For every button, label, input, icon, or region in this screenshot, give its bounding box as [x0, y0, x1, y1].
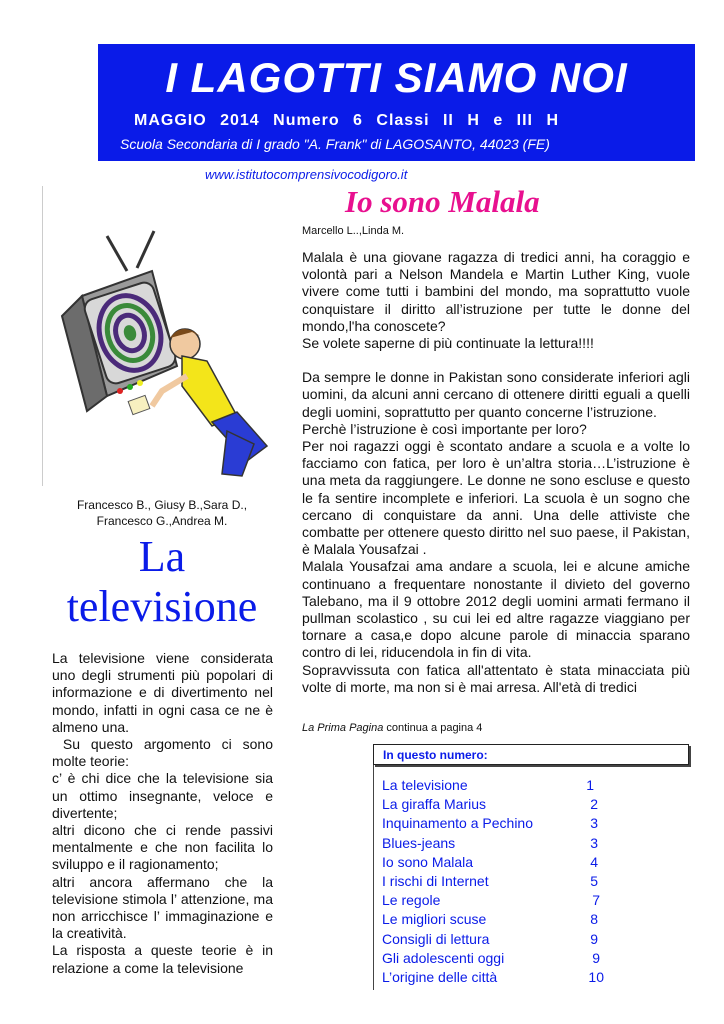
toc-item-title: Gli adolescenti oggi — [382, 949, 505, 966]
toc-item-page: 1 — [586, 777, 594, 793]
toc-item[interactable] — [382, 796, 612, 815]
malala-article-body — [302, 249, 690, 696]
paragraph: Per noi ragazzi oggi è scontato andare a scuola e a volte lo facciamo con fatica, per loro è un’altra storia…L’istruzione è una meta da raggiungere. Le donne ne sono escluse e questo le fa sentire incomplete e inferiori. La scuola è un sogno che cercano di conquistare da anni. Una delle attiviste che combatte per ottenere questo diritto nel suo paese, il Pakistan, è Malala Yousafzai . — [302, 438, 690, 558]
toc-item[interactable] — [382, 950, 612, 969]
paragraph: La televisione viene considerata uno degli strumenti più popolari di informazione e di divertimento nel mondo, infatti in ogni casa ce ne è almeno una. — [52, 650, 273, 735]
toc-heading-box — [373, 744, 689, 765]
toc-item[interactable] — [382, 892, 612, 911]
masthead — [98, 44, 695, 161]
paragraph: altri ancora affermano che la televisione stimola l’ attenzione, ma non arricchisce l’ immaginazione e la creatività. — [52, 873, 273, 942]
child-watching-tv-drawing-icon — [42, 186, 292, 486]
toc-item-page: 3 — [590, 815, 598, 832]
paragraph: c’ è chi dice che la televisione sia un ottimo insegnante, veloce e divertente; — [52, 770, 273, 821]
malala-article-title: Io sono Malala — [345, 184, 540, 219]
toc-border — [373, 765, 374, 990]
toc-item-title: Le migliori scuse — [382, 911, 487, 928]
toc-item[interactable] — [382, 777, 612, 796]
toc-item-page: 10 — [588, 968, 604, 985]
toc-item-page: 3 — [590, 834, 598, 851]
toc-item-title: L’origine delle città — [382, 968, 498, 985]
credits-line: Francesco G.,Andrea M. — [96, 514, 228, 528]
paragraph: Perchè l’istruzione è così importante per loro? — [302, 420, 587, 437]
title-line: La — [138, 532, 186, 581]
toc-item[interactable] — [382, 911, 612, 930]
website-link[interactable]: www.istitutocomprensivocodigoro.it — [205, 167, 408, 182]
toc-item-page: 9 — [592, 949, 600, 966]
toc-item-title: Consigli di lettura — [382, 930, 490, 947]
toc-item[interactable] — [382, 835, 612, 854]
toc-item-title: Le regole — [382, 892, 441, 909]
paragraph: altri dicono che ci rende passivi mentalmente e che non facilita lo sviluppo e il ragionamento; — [52, 822, 273, 873]
toc-item-title: La televisione — [382, 777, 468, 793]
credits-line: Francesco B., Giusy B.,Sara D., — [76, 498, 248, 512]
toc-item-title: Inquinamento a Pechino — [382, 815, 533, 832]
toc-item-title: I rischi di Internet — [382, 872, 489, 889]
toc-heading: In questo numero: — [383, 748, 488, 762]
continue-rest: continua a pagina 4 — [383, 722, 483, 734]
toc-item[interactable] — [382, 854, 612, 873]
toc-item[interactable] — [382, 873, 612, 892]
paragraph: Su questo argomento ci sono molte teorie: — [52, 736, 277, 770]
toc-item-title: Io sono Malala — [382, 853, 474, 870]
toc-item-page: 4 — [590, 853, 598, 870]
toc-item[interactable] — [382, 969, 612, 988]
paragraph: Da sempre le donne in Pakistan sono considerate inferiori agli uomini, da alcuni anni cercano di ottenere diritti eguali a quelli degli uomini, soprattutto per quanto concerne l’istruzione. — [302, 369, 690, 420]
toc-item-page: 8 — [590, 911, 598, 928]
toc-item-page: 7 — [592, 892, 600, 909]
issue-line: MAGGIO 2014 Numero 6 Classi II H e III H — [134, 112, 559, 129]
toc-item[interactable] — [382, 931, 612, 950]
toc-item-page: 2 — [590, 796, 598, 813]
tv-article-credits — [62, 497, 262, 529]
newspaper-title: I LAGOTTI SIAMO NOI — [165, 54, 628, 101]
toc-list — [382, 777, 612, 988]
paragraph: Malala Yousafzai ama andare a scuola, lei e alcune amiche continuano a frequentare nonostante il divieto del governo Talebano, ma il 9 ottobre 2012 degli uomini armati fermano il pullman scolastico , su cui lei ed altre ragazze viaggiano per tornare a casa,e dopo alcune parole di minaccia sparano contro di lei, riducendola in fin di vita. — [302, 558, 690, 661]
tv-article-body — [52, 650, 277, 977]
toc-item[interactable] — [382, 815, 612, 834]
continue-italic: La Prima Pagina — [302, 722, 384, 734]
continue-note — [302, 722, 482, 734]
title-line: televisione — [66, 582, 258, 631]
toc-item-title: Blues-jeans — [382, 834, 456, 851]
school-line: Scuola Secondaria di I grado "A. Frank" di LAGOSANTO, 44023 (FE) — [120, 136, 550, 152]
paragraph: Malala è una giovane ragazza di tredici anni, ha coraggio e volontà pari a Nelson Mandela e Martin Luther King, vuole vivere come tutti i bambini del mondo, ma soprattutto vuole conquistare il diritto all’istruzione per tutte le donne del mondo,l'ha conoscete? — [302, 249, 690, 334]
paragraph: La risposta a queste teorie è in relazione a come la televisione — [52, 942, 273, 976]
paragraph: Sopravvissuta con fatica all'attentato è stata minacciata più volte di morte, ma non si è mai arresa. All'età di tredici — [302, 661, 690, 695]
toc-item-page: 9 — [590, 930, 598, 947]
toc-item-page: 5 — [590, 872, 598, 889]
toc-item-title: La giraffa Marius — [382, 796, 487, 813]
tv-article-title — [52, 532, 272, 632]
paragraph: Se volete saperne di più continuate la lettura!!!! — [302, 335, 594, 352]
malala-article-credits: Marcello L..,Linda M. — [302, 225, 405, 237]
